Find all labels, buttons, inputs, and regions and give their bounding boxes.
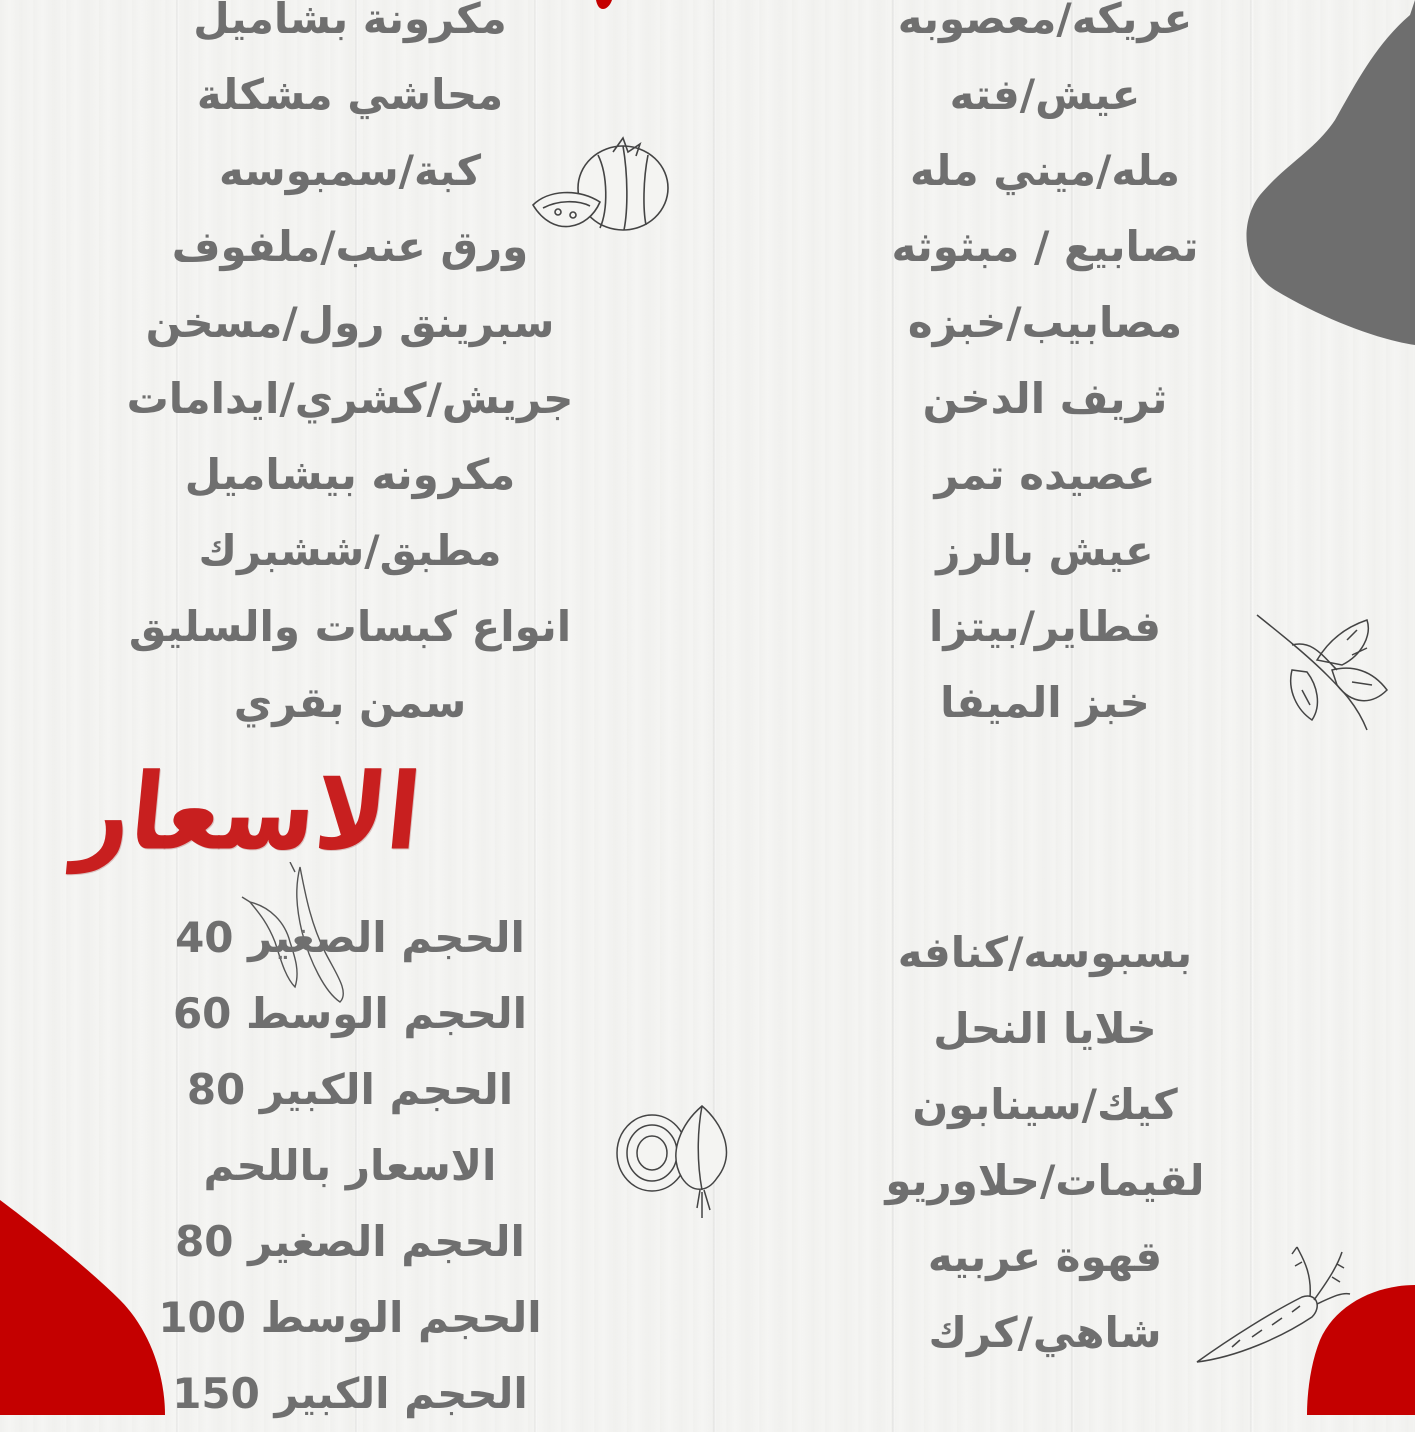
menu-item: فطاير/بيتزا [928,602,1161,651]
menu-item: محاشي مشكلة [196,70,504,119]
right-menu-list [855,0,1235,741]
menu-item: كبة/سمبوسه [218,146,482,195]
menu-item: عريكه/معصوبه [897,0,1193,43]
parsley-sketch-icon [1252,610,1397,740]
left-menu-list [90,0,610,741]
prices-list [90,900,610,1432]
price-item: الحجم الصغير 80 [175,1217,525,1266]
menu-item: مطبق/ششبرك [198,526,502,575]
menu-item: انواع كبسات والسليق [128,602,572,651]
prices-heading: الاسعار [69,750,426,874]
menu-item: عيش/فته [949,70,1141,119]
menu-item: ثريف الدخن [922,374,1168,423]
gray-blob-top-right [1245,0,1415,345]
menu-item: مكرونة بشاميل [193,0,507,43]
menu-item: خبز الميفا [940,678,1150,727]
price-item: الحجم الكبير 80 [186,1065,514,1114]
dessert-item: بسبوسه/كنافه [897,928,1193,977]
menu-item: سمن بقري [233,678,467,727]
menu-item: عصيده تمر [934,450,1156,499]
menu-item: تصابيع / مبثوثه [891,222,1199,271]
menu-item: جريش/كشري/ايدامات [126,374,574,423]
price-item: الاسعار باللحم [203,1141,497,1190]
menu-item: ورق عنب/ملفوف [171,222,529,271]
menu-item: مكرونه بيشاميل [184,450,516,499]
menu-item: مصابيب/خبزه [907,298,1183,347]
dessert-item: شاهي/كرك [928,1308,1162,1357]
menu-item: سبرينق رول/مسخن [145,298,555,347]
dessert-item: قهوة عربيه [927,1232,1163,1281]
price-item: الحجم الوسط 100 [158,1293,542,1342]
menu-item: عيش بالرز [936,526,1154,575]
price-item: الحجم الوسط 60 [172,989,528,1038]
desserts-list [855,915,1235,1371]
dessert-item: خلايا النحل [933,1004,1157,1053]
price-item: الحجم الصغير 40 [175,913,525,962]
price-item: الحجم الكبير 150 [172,1369,528,1418]
menu-item: مله/ميني مله [910,146,1180,195]
dessert-item: لقيمات/حلاوريو [885,1156,1205,1205]
onion-sketch-icon [612,1098,747,1228]
dessert-item: كيك/سينابون [912,1080,1178,1129]
